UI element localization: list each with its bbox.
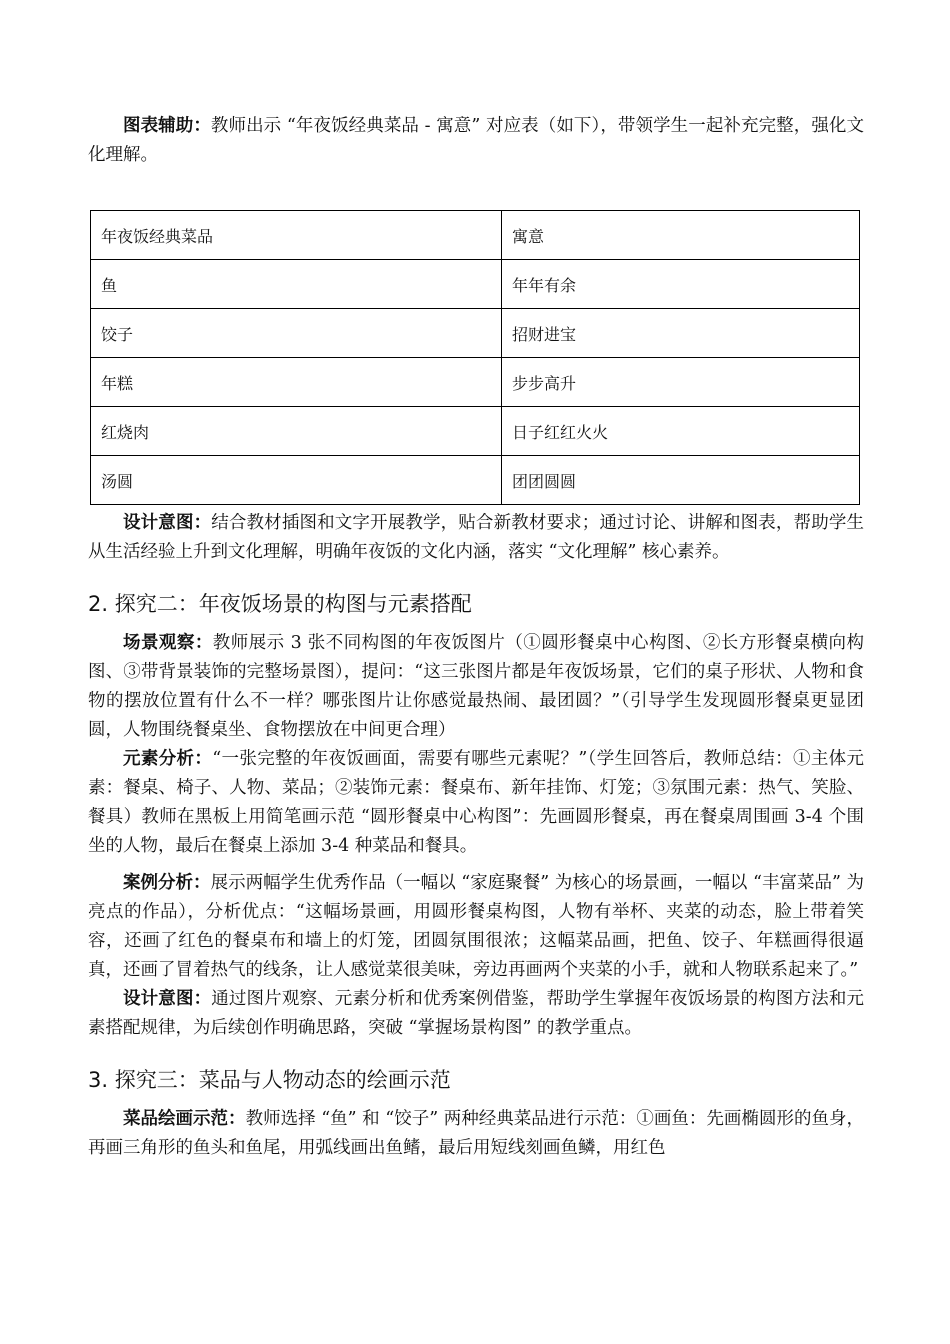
- element-analysis-text: “一张完整的年夜饭画面，需要有哪些元素呢？”（学生回答后，教师总结：①主体元素：餐桌、椅子、人物、菜品；②装饰元素：餐桌布、新年挂饰、灯笼；③氛围元素：热气、笑脸、餐具）教师在黑板上用简笔画示范 “圆形餐桌中心构图”：先画圆形餐桌，再在餐桌周围画 3-4 个围坐的人物，最后在餐桌上添加 3-4 种菜品和餐具。: [88, 749, 865, 856]
- dish-cell: 红烧肉: [91, 407, 502, 456]
- document-page: [88, 112, 864, 1163]
- header-dish: 年夜饭经典菜品: [91, 211, 502, 260]
- scene-observation-text: 教师展示 3 张不同构图的年夜饭图片（①圆形餐桌中心构图、②长方形餐桌横向构图、③带背景装饰的完整场景图），提问：“这三张图片都是年夜饭场景，它们的桌子形状、人物和食物的摆放位置有什么不一样？哪张图片让你感觉最热闹、最团圆？”（引导学生发现圆形餐桌更显团圆，人物围绕餐桌坐、食物摆放在中间更合理）: [88, 633, 865, 740]
- dish-meaning-table: [90, 210, 860, 505]
- table-row: [91, 456, 860, 505]
- case-analysis-label: 案例分析：: [123, 873, 211, 893]
- meaning-cell: 招财进宝: [502, 309, 860, 358]
- element-analysis-label: 元素分析：: [123, 749, 213, 769]
- design-intent-text: 结合教材插图和文字开展教学，贴合新教材要求；通过讨论、讲解和图表，帮助学生从生活经验上升到文化理解，明确年夜饭的文化内涵，落实 “文化理解” 核心素养。: [88, 513, 864, 562]
- section-heading: 2. 探究二：年夜饭场景的构图与元素搭配: [88, 592, 472, 616]
- scene-observation-paragraph: [88, 629, 864, 745]
- meaning-cell: 步步高升: [502, 358, 860, 407]
- element-analysis-paragraph: [88, 745, 864, 861]
- scene-observation-label: 场景观察：: [123, 633, 213, 653]
- dish-cell: 年糕: [91, 358, 502, 407]
- table-row: [91, 358, 860, 407]
- chart-aid-label: 图表辅助：: [123, 116, 211, 136]
- dish-cell: 汤圆: [91, 456, 502, 505]
- design-intent-paragraph: [88, 985, 864, 1043]
- meaning-cell: 团团圆圆: [502, 456, 860, 505]
- table-row: [91, 407, 860, 456]
- table-row: [91, 309, 860, 358]
- design-intent-text: 通过图片观察、元素分析和优秀案例借鉴，帮助学生掌握年夜饭场景的构图方法和元素搭配规律，为后续创作明确思路，突破 “掌握场景构图” 的教学重点。: [88, 989, 864, 1038]
- case-analysis-paragraph: [88, 869, 864, 985]
- design-intent-label: 设计意图：: [123, 989, 212, 1009]
- case-analysis-text: 展示两幅学生优秀作品（一幅以 “家庭聚餐” 为核心的场景画，一幅以 “丰富菜品” 为亮点的作品），分析优点：“这幅场景画，用圆形餐桌构图，人物有举杯、夹菜的动态，脸上带着笑容，还画了红色的餐桌布和墙上的灯笼，团圆氛围很浓；这幅菜品画，把鱼、饺子、年糕画得很逼真，还画了冒着热气的线条，让人感觉菜很美味，旁边再画两个夹菜的小手，就和人物联系起来了。”: [88, 873, 864, 980]
- table-header-row: [91, 211, 860, 260]
- dish-demo-label: 菜品绘画示范：: [123, 1109, 246, 1129]
- dish-cell: 鱼: [91, 260, 502, 309]
- dish-cell: 饺子: [91, 309, 502, 358]
- design-intent-paragraph: [88, 509, 864, 567]
- chart-aid-paragraph: [88, 112, 864, 170]
- dish-demo-paragraph: [88, 1105, 864, 1163]
- meaning-cell: 年年有余: [502, 260, 860, 309]
- dish-demo-text: 教师选择 “鱼” 和 “饺子” 两种经典菜品进行示范：①画鱼：先画椭圆形的鱼身，再画三角形的鱼头和鱼尾，用弧线画出鱼鳍，最后用短线刻画鱼鳞，用红色: [88, 1109, 864, 1158]
- chart-aid-text: 教师出示 “年夜饭经典菜品 - 寓意” 对应表（如下），带领学生一起补充完整，强化文化理解。: [88, 116, 864, 165]
- section-heading: 3. 探究三：菜品与人物动态的绘画示范: [88, 1068, 451, 1092]
- meaning-cell: 日子红红火火: [502, 407, 860, 456]
- design-intent-label: 设计意图：: [123, 513, 212, 533]
- header-meaning: 寓意: [502, 211, 860, 260]
- table-row: [91, 260, 860, 309]
